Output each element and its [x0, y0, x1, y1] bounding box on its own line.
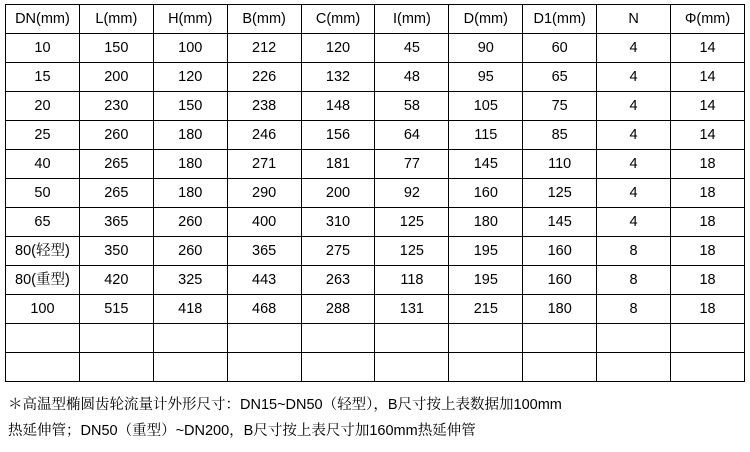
cell-c: 132	[301, 63, 375, 92]
cell-l	[79, 324, 153, 353]
cell-c: 263	[301, 266, 375, 295]
cell-n: 8	[597, 266, 671, 295]
cell-phi: 18	[671, 179, 745, 208]
column-header-phi: Φ(mm)	[671, 5, 745, 34]
cell-phi: 14	[671, 34, 745, 63]
cell-d1: 65	[523, 63, 597, 92]
cell-b: 238	[227, 92, 301, 121]
cell-d: 145	[449, 150, 523, 179]
cell-h: 180	[153, 150, 227, 179]
cell-dn: 25	[6, 121, 80, 150]
cell-d1: 75	[523, 92, 597, 121]
table-row	[6, 34, 745, 63]
cell-d1: 160	[523, 237, 597, 266]
cell-b: 246	[227, 121, 301, 150]
table-row	[6, 353, 745, 382]
cell-l: 420	[79, 266, 153, 295]
cell-phi: 18	[671, 295, 745, 324]
column-header-d1: D1(mm)	[523, 5, 597, 34]
cell-h: 325	[153, 266, 227, 295]
cell-d: 215	[449, 295, 523, 324]
cell-phi: 14	[671, 92, 745, 121]
cell-b: 290	[227, 179, 301, 208]
cell-phi	[671, 353, 745, 382]
cell-phi: 18	[671, 208, 745, 237]
cell-h: 120	[153, 63, 227, 92]
cell-b: 271	[227, 150, 301, 179]
table-row	[6, 324, 745, 353]
cell-l: 350	[79, 237, 153, 266]
table-row	[6, 237, 745, 266]
cell-b: 226	[227, 63, 301, 92]
cell-n: 4	[597, 208, 671, 237]
cell-dn: 50	[6, 179, 80, 208]
table-body	[6, 34, 745, 382]
cell-i: 64	[375, 121, 449, 150]
cell-phi: 18	[671, 237, 745, 266]
cell-b	[227, 324, 301, 353]
column-header-dn: DN(mm)	[6, 5, 80, 34]
cell-dn: 80(重型)	[6, 266, 80, 295]
cell-phi	[671, 324, 745, 353]
cell-dn: 65	[6, 208, 80, 237]
footnote-line-2: 热延伸管；DN50（重型）~DN200，B尺寸按上表尺寸加160mm热延伸管	[8, 423, 476, 439]
column-header-n: N	[597, 5, 671, 34]
cell-i: 131	[375, 295, 449, 324]
table-header-row	[6, 5, 745, 34]
cell-c: 120	[301, 34, 375, 63]
table-row	[6, 266, 745, 295]
cell-d1: 85	[523, 121, 597, 150]
footnote-line-1: ＊高温型椭圆齿轮流量计外形尺寸：DN15~DN50（轻型），B尺寸按上表数据加100mm	[8, 397, 562, 413]
spec-sheet-page	[0, 4, 750, 452]
cell-h	[153, 324, 227, 353]
table-header	[6, 5, 745, 34]
dimension-table	[5, 4, 745, 382]
cell-dn: 20	[6, 92, 80, 121]
cell-h: 260	[153, 237, 227, 266]
cell-c: 275	[301, 237, 375, 266]
cell-h: 418	[153, 295, 227, 324]
cell-i: 125	[375, 237, 449, 266]
cell-d1: 110	[523, 150, 597, 179]
cell-phi: 14	[671, 63, 745, 92]
cell-b: 365	[227, 237, 301, 266]
cell-l	[79, 353, 153, 382]
cell-i: 77	[375, 150, 449, 179]
column-header-c: C(mm)	[301, 5, 375, 34]
cell-n: 4	[597, 92, 671, 121]
table-row	[6, 150, 745, 179]
cell-i: 48	[375, 63, 449, 92]
cell-d: 195	[449, 237, 523, 266]
cell-n: 4	[597, 179, 671, 208]
cell-d: 180	[449, 208, 523, 237]
cell-n: 8	[597, 295, 671, 324]
cell-d: 195	[449, 266, 523, 295]
cell-d1: 125	[523, 179, 597, 208]
cell-d	[449, 353, 523, 382]
table-row	[6, 63, 745, 92]
cell-n	[597, 324, 671, 353]
cell-h: 150	[153, 92, 227, 121]
cell-dn	[6, 324, 80, 353]
cell-d1: 180	[523, 295, 597, 324]
cell-dn: 40	[6, 150, 80, 179]
cell-dn: 100	[6, 295, 80, 324]
cell-i: 125	[375, 208, 449, 237]
footnote	[8, 392, 742, 444]
cell-c: 156	[301, 121, 375, 150]
cell-d1: 145	[523, 208, 597, 237]
cell-l: 150	[79, 34, 153, 63]
cell-d: 95	[449, 63, 523, 92]
cell-c	[301, 324, 375, 353]
table-row	[6, 92, 745, 121]
table-row	[6, 179, 745, 208]
cell-c: 181	[301, 150, 375, 179]
cell-d: 160	[449, 179, 523, 208]
cell-d1: 160	[523, 266, 597, 295]
table-row	[6, 121, 745, 150]
cell-phi: 14	[671, 121, 745, 150]
cell-d1: 60	[523, 34, 597, 63]
cell-phi: 18	[671, 150, 745, 179]
cell-d: 90	[449, 34, 523, 63]
cell-l: 265	[79, 179, 153, 208]
cell-dn: 80(轻型)	[6, 237, 80, 266]
cell-h: 180	[153, 179, 227, 208]
cell-d1	[523, 324, 597, 353]
cell-c: 148	[301, 92, 375, 121]
cell-n: 4	[597, 63, 671, 92]
cell-phi: 18	[671, 266, 745, 295]
cell-b: 400	[227, 208, 301, 237]
cell-h: 260	[153, 208, 227, 237]
cell-d: 115	[449, 121, 523, 150]
cell-i: 58	[375, 92, 449, 121]
cell-l: 365	[79, 208, 153, 237]
cell-c	[301, 353, 375, 382]
cell-h: 180	[153, 121, 227, 150]
table-row	[6, 208, 745, 237]
cell-i: 118	[375, 266, 449, 295]
column-header-i: I(mm)	[375, 5, 449, 34]
cell-c: 288	[301, 295, 375, 324]
column-header-b: B(mm)	[227, 5, 301, 34]
cell-i	[375, 353, 449, 382]
cell-b: 212	[227, 34, 301, 63]
cell-n	[597, 353, 671, 382]
cell-b: 443	[227, 266, 301, 295]
cell-d	[449, 324, 523, 353]
cell-d1	[523, 353, 597, 382]
cell-b: 468	[227, 295, 301, 324]
column-header-l: L(mm)	[79, 5, 153, 34]
cell-i: 45	[375, 34, 449, 63]
cell-b	[227, 353, 301, 382]
cell-dn	[6, 353, 80, 382]
column-header-d: D(mm)	[449, 5, 523, 34]
cell-c: 200	[301, 179, 375, 208]
cell-n: 8	[597, 237, 671, 266]
cell-i	[375, 324, 449, 353]
cell-l: 260	[79, 121, 153, 150]
cell-n: 4	[597, 150, 671, 179]
cell-l: 515	[79, 295, 153, 324]
cell-i: 92	[375, 179, 449, 208]
cell-n: 4	[597, 121, 671, 150]
cell-dn: 10	[6, 34, 80, 63]
cell-l: 200	[79, 63, 153, 92]
table-row	[6, 295, 745, 324]
cell-l: 230	[79, 92, 153, 121]
cell-d: 105	[449, 92, 523, 121]
column-header-h: H(mm)	[153, 5, 227, 34]
cell-l: 265	[79, 150, 153, 179]
cell-dn: 15	[6, 63, 80, 92]
cell-c: 310	[301, 208, 375, 237]
cell-h	[153, 353, 227, 382]
cell-n: 4	[597, 34, 671, 63]
cell-h: 100	[153, 34, 227, 63]
